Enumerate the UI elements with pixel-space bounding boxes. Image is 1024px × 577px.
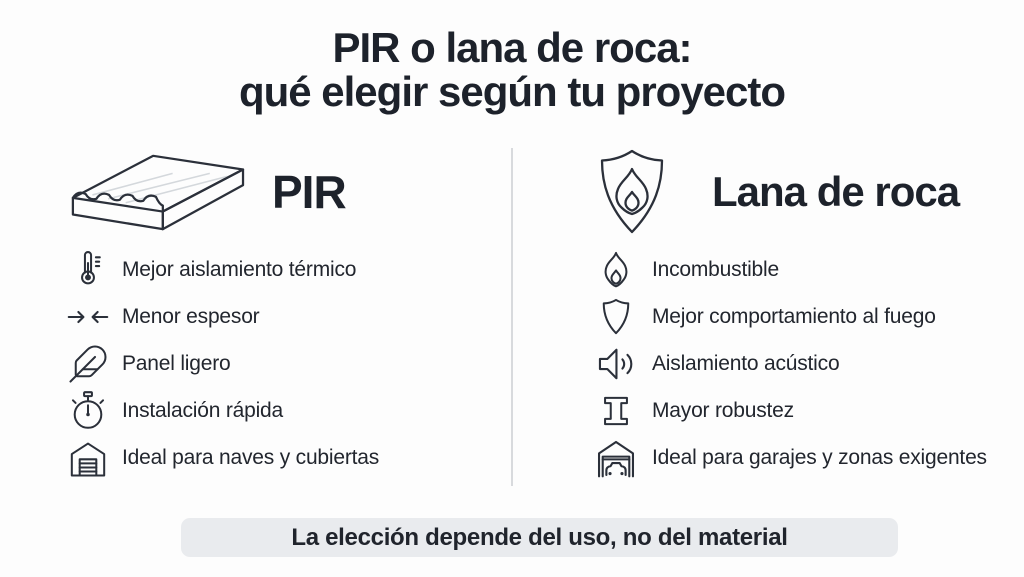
thermometer-icon: [62, 249, 114, 291]
garage-car-icon: [588, 436, 644, 480]
feature-label: Incombustible: [652, 257, 779, 281]
shield-flame-icon: [592, 146, 672, 238]
feather-icon: [62, 343, 114, 385]
compress-arrows-icon: [62, 295, 114, 339]
rockwool-column: [592, 146, 1022, 481]
feature-label: Mejor aislamiento térmico: [122, 257, 357, 281]
column-divider: [511, 148, 513, 486]
speaker-icon: [588, 342, 644, 386]
feature-row: [62, 293, 492, 340]
feature-label: Instalación rápida: [122, 398, 284, 422]
rockwool-header: [592, 146, 1022, 238]
feature-label: Menor espesor: [122, 304, 260, 328]
feature-label: Ideal para garajes y zonas exigentes: [652, 445, 987, 469]
feature-row: [592, 293, 1022, 340]
feature-label: Mayor robustez: [652, 398, 794, 422]
page-title-line1: PIR o lana de roca:: [332, 24, 692, 71]
conclusion-text: La elección depende del uso, no del material: [291, 523, 788, 551]
feature-label: Panel ligero: [122, 351, 231, 375]
shield-icon: [588, 296, 644, 338]
pir-feature-list: [62, 246, 492, 481]
sandwich-panel-icon: [62, 148, 250, 236]
pir-header: [62, 146, 492, 238]
ibeam-icon: [588, 390, 644, 432]
feature-row: [62, 387, 492, 434]
pir-heading: PIR: [272, 166, 346, 218]
feature-row: [62, 340, 492, 387]
rockwool-feature-list: [592, 246, 1022, 481]
feature-row: [62, 246, 492, 293]
stopwatch-icon: [62, 390, 114, 432]
warehouse-icon: [62, 437, 114, 479]
feature-label: Mejor comportamiento al fuego: [652, 304, 936, 328]
feature-row: [592, 340, 1022, 387]
pir-column: [62, 146, 492, 481]
feature-label: Ideal para naves y cubiertas: [122, 445, 380, 469]
feature-row: [592, 387, 1022, 434]
page-title: [0, 26, 1024, 114]
page-title-line2: qué elegir según tu proyecto: [238, 68, 786, 115]
conclusion-banner: [181, 518, 898, 557]
feature-row: [592, 434, 1022, 481]
feature-row: [592, 246, 1022, 293]
feature-row: [62, 434, 492, 481]
feature-label: Aislamiento acústico: [652, 351, 840, 375]
rockwool-heading: Lana de roca: [712, 168, 960, 215]
flame-icon: [588, 249, 644, 291]
